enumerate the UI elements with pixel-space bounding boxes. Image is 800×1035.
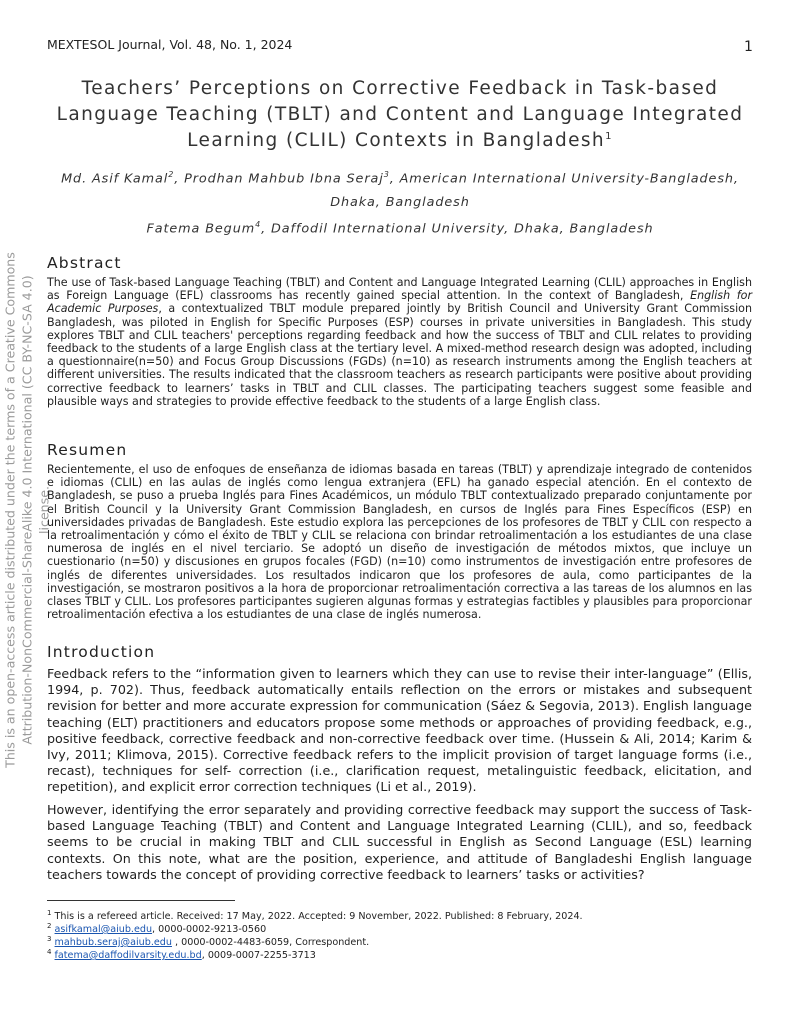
author-line xyxy=(45,163,755,215)
footnote-3 xyxy=(47,935,369,948)
footnote-text: This is a refereed article. Received: 17 May, 2022. Accepted: 9 November, 2022. Published: 8 February, 2024. xyxy=(54,911,583,923)
abstract-italic-title: English for Academic Purposes xyxy=(47,289,753,316)
page-number: 1 xyxy=(744,39,753,55)
introduction-heading: Introduction xyxy=(47,643,156,661)
email-link-kamal[interactable]: asifkamal@aiub.edu xyxy=(54,924,153,936)
abstract-text-b: , a contextualized TBLT module prepared jointly by British Council and University Grant Commission Bangladesh, was piloted in English for Specific Purposes (ESP) courses in private universities in Bangladesh. This study explores TBLT and CLIL teachers' perceptions regarding feedback and how the success of TBLT and CLIL relates to providing feedback to the students of a large English class at the tertiary level. A mixed-method research design was adopted, including a questionnaire(n=50) and Focus Group Discussions (FGDs) (n=10) as research instruments among the English teachers at different universities. The results indicated that the classroom teachers as research participants were positive about providing corrective feedback to learners’ tasks in TBLT and CLIL classes. The participating teachers suggest some feasible and plausible ways and strategies to provide effective feedback to the students of a large English class. xyxy=(47,302,752,408)
footnote-2 xyxy=(47,922,266,935)
abstract-heading: Abstract xyxy=(47,254,122,272)
title-footnote-mark: 1 xyxy=(605,130,613,142)
journal-header: MEXTESOL Journal, Vol. 48, No. 1, 2024 xyxy=(47,37,293,52)
introduction-paragraph-2: However, identifying the error separately and providing corrective feedback may support the success of Task-based Language Teaching (TBLT) and Content and Language Integrated Learning (CLIL), and so, feedback seems to be crucial in making TBLT and CLIL successful in English as Second Language (ESL) learning contexts. On this note, what are the position, experience, and attitude of Bangladeshi English language teachers towards the concept of providing corrective feedback to learners’ tasks or activities? xyxy=(47,802,752,882)
affiliation-aiub: , American International University-Bangladesh, Dhaka, Bangladesh xyxy=(330,171,739,211)
footnote-mark: 2 xyxy=(47,922,52,930)
author-kamal: Md. Asif Kamal xyxy=(61,171,169,187)
footnote-rule xyxy=(47,900,235,901)
author-line-2 xyxy=(45,220,755,236)
author-kamal-mark: 2 xyxy=(168,170,175,179)
author-begum: Fatema Begum xyxy=(146,221,256,237)
title-text: Teachers’ Perceptions on Corrective Feedback in Task-based Language Teaching (TBLT) and Content and Language Integrated Learning (CLIL) Contexts in Bangladesh xyxy=(56,78,744,151)
author-begum-mark: 4 xyxy=(255,220,262,229)
abstract-text-a: The use of Task-based Language Teaching (TBLT) and Content and Language Integrated Learning (CLIL) approaches in English as Foreign Language (EFL) classrooms has recently gained special attention. In the context of Bangladesh, xyxy=(47,276,752,303)
footnote-text: , 0009-0007-2255-3713 xyxy=(201,950,316,962)
author-seraj-mark: 3 xyxy=(383,170,390,179)
footnote-mark: 1 xyxy=(47,909,52,917)
introduction-paragraph-1: Feedback refers to the “information given to learners which they can use to revise their inter-language” (Ellis, 1994, p. 702). Thus, feedback automatically entails reflection on the errors or mistakes and subsequent revision for better and more accurate expression for communication (Sáez & Segovia, 2013). English language teaching (ELT) practitioners and educators propose some methods or approaches of providing feedback, e.g., positive feedback, corrective feedback and non-corrective feedback over time. (Hussein & Ali, 2014; Karim & Ivy, 2011; Klimova, 2015). Corrective feedback refers to the implicit provision of target language forms (i.e., recast), techniques for self- correction (i.e., clarification request, metalinguistic feedback, elicitation, and repetition), and explicit error correction techniques (Li et al., 2019). xyxy=(47,666,752,795)
footnote-mark: 4 xyxy=(47,948,52,956)
footnote-text: , 0000-0002-4483-6059, Correspondent. xyxy=(171,937,370,949)
email-link-seraj[interactable]: mahbub.seraj@aiub.edu xyxy=(54,937,172,949)
email-link-begum[interactable]: fatema@daffodilvarsity.edu.bd xyxy=(54,950,202,962)
footnote-1 xyxy=(47,909,583,922)
affiliation-daffodil: , Daffodil International University, Dhaka, Bangladesh xyxy=(261,221,654,237)
resumen-heading: Resumen xyxy=(47,441,128,459)
license-text: This is an open-access article distributed under the terms of a Creative Commons Attribution-NonCommercial-ShareAlike 4.0 International (CC BY-NC-SA 4.0) license. xyxy=(2,252,52,768)
footnote-mark: 3 xyxy=(47,935,52,943)
article-title xyxy=(50,76,750,154)
footnote-4 xyxy=(47,948,316,961)
author-seraj: , Prodhan Mahbub Ibna Seraj xyxy=(174,171,384,187)
footnote-text: , 0000-0002-9213-0560 xyxy=(152,924,267,936)
abstract-text xyxy=(47,276,752,408)
resumen-text: Recientemente, el uso de enfoques de enseñanza de idiomas basada en tareas (TBLT) y aprendizaje integrado de contenidos e idiomas (CLIL) en las aulas de inglés como lengua extranjera (EFL) ha ganado especial atención. En el contexto de Bangladesh, se puso a prueba Inglés para Fines Académicos, un módulo TBLT contextualizado preparado conjuntamente por el British Council y la University Grant Commission Bangladesh, en cursos de Inglés para Fines Específicos (ESP) en universidades privadas de Bangladesh. Este estudio explora las percepciones de los profesores de TBLT y CLIL con respecto a la retroalimentación y cómo el éxito de TBLT y CLIL se relaciona con brindar retroalimentación a los estudiantes de una clase numerosa de inglés en el nivel terciario. Se adoptó un diseño de investigación de métodos mixtos, que incluye un cuestionario (n=50) y discusiones en grupos focales (FGD) (n=10) como instrumentos de investigación entre profesores de inglés de diferentes universidades. Los resultados indicaron que los profesores de aula, como participantes de la investigación, se mostraron positivos a la hora de proporcionar retroalimentación correctiva a las tareas de los alumnos en las clases TBLT y CLIL. Los profesores participantes sugieren algunas formas y estrategias factibles y plausibles para proporcionar retroalimentación efectiva a los estudiantes de una clase de inglés numerosa. xyxy=(47,463,752,622)
